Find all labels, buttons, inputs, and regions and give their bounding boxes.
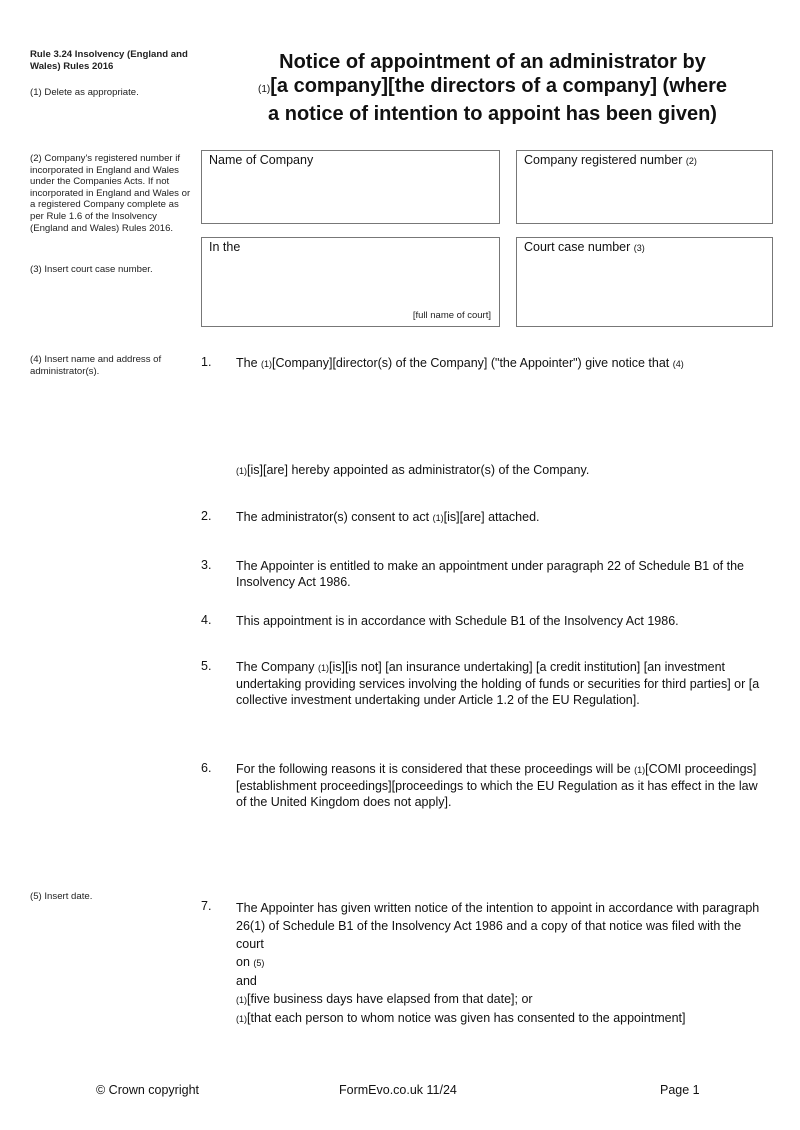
note-3: (3) Insert court case number. <box>30 264 153 275</box>
paragraph-2: The administrator(s) consent to act (1)[is][are] attached. <box>236 510 540 524</box>
note-1: (1) Delete as appropriate. <box>30 87 139 98</box>
page-title <box>225 50 760 126</box>
court-label: In the <box>209 240 241 254</box>
title-line-1: Notice of appointment of an administrator by <box>279 51 706 73</box>
case-number-field[interactable] <box>516 237 773 327</box>
paragraph-4-number: 4. <box>201 613 212 627</box>
company-number-field[interactable] <box>516 150 773 224</box>
note-4: (4) Insert name and address of administrator(s). <box>30 354 162 377</box>
reasons-field[interactable] <box>236 812 771 882</box>
paragraph-3: The Appointer is entitled to make an appointment under paragraph 22 of Schedule B1 of the Insolvency Act 1986. <box>236 559 744 589</box>
case-number-label: Court case number (3) <box>524 240 645 254</box>
rule-reference: Rule 3.24 Insolvency (England and Wales) Rules 2016 <box>30 49 188 72</box>
option-1: (1)[five business days have elapsed from that date]; or <box>236 992 533 1006</box>
company-number-label: Company registered number (2) <box>524 153 697 167</box>
paragraph-1-number: 1. <box>201 355 212 369</box>
note-2: (2) Company's registered number if incorporated in England and Wales under the Companies Acts. If not incorporated in England and Wales or a registered Company complete as per Rule 1.6 of the Insolvency (England and Wales) Rules 2016. <box>30 153 191 234</box>
paragraph-5-number: 5. <box>201 659 212 673</box>
administrator-name-address-field[interactable] <box>236 375 771 455</box>
title-line-2: (1)[a company][the directors of a company] (where <box>258 75 727 97</box>
company-name-label: Name of Company <box>209 153 314 167</box>
paragraph-4: This appointment is in accordance with Schedule B1 of the Insolvency Act 1986. <box>236 614 679 628</box>
footer-source: FormEvo.co.uk 11/24 <box>339 1083 457 1097</box>
paragraph-7: The Appointer has given written notice of the intention to appoint in accordance with paragraph 26(1) of Schedule B1 of the Insolvency Act 1986 and a copy of that notice was filed with the court on (5) and (1)[five business days have elapsed from that date]; or (1)[that each person to whom notice was given has consented to the appointment] <box>236 899 771 1028</box>
court-name-field[interactable] <box>201 237 500 327</box>
footer-page-number: Page 1 <box>660 1083 700 1097</box>
company-name-field[interactable] <box>201 150 500 224</box>
footer-copyright: © Crown copyright <box>96 1083 199 1097</box>
court-hint: [full name of court] <box>412 310 491 321</box>
title-line-3: a notice of intention to appoint has been given) <box>268 103 717 125</box>
paragraph-3-number: 3. <box>201 558 212 572</box>
paragraph-1: The (1)[Company][director(s) of the Company] ("the Appointer") give notice that (4) <box>236 356 684 370</box>
paragraph-6: For the following reasons it is considered that these proceedings will be (1)[COMI proceedings][establishment proceedings][proceedings to which the EU Regulation as it has effect in the law of the United Kingdom does not apply]. <box>236 762 758 809</box>
title-ref: (1) <box>258 84 271 95</box>
option-2: (1)[that each person to whom notice was given has consented to the appointment] <box>236 1011 686 1025</box>
date-line[interactable]: on (5) <box>236 955 265 969</box>
paragraph-2-number: 2. <box>201 509 212 523</box>
paragraph-5: The Company (1)[is][is not] [an insurance undertaking] [a credit institution] [an investment undertaking providing services involving the holding of funds or securities for third parties] or [a collective investment undertaking under Article 1.2 of the EU Regulation]. <box>236 660 760 707</box>
paragraph-7-number: 7. <box>201 899 212 913</box>
note-5: (5) Insert date. <box>30 891 93 902</box>
paragraph-6-number: 6. <box>201 761 212 775</box>
paragraph-1-continued: (1)[is][are] hereby appointed as administrator(s) of the Company. <box>236 463 590 477</box>
